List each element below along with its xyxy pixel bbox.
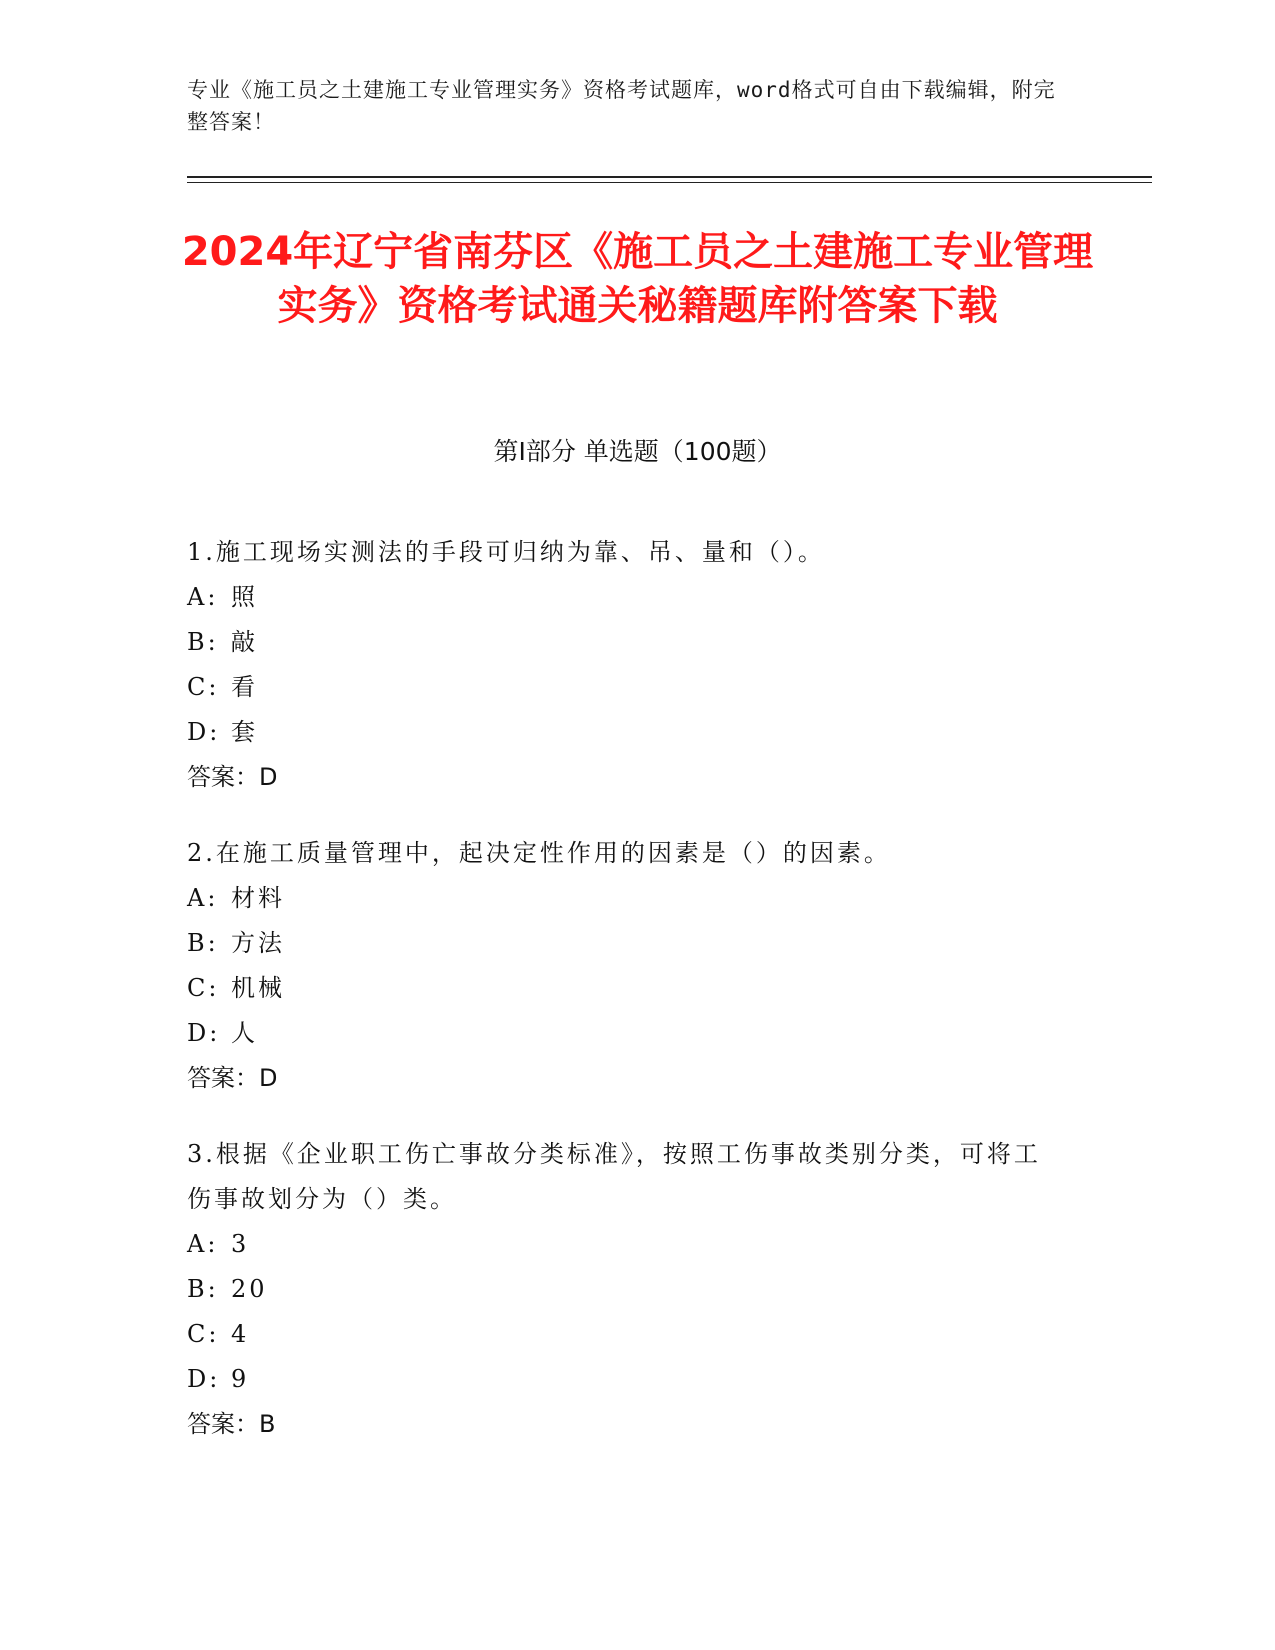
option-text: 材料 [231,884,285,912]
header-rule-thin [187,182,1152,183]
option-label: D: [187,1365,221,1393]
question-1 [187,530,1067,800]
option-text: 机械 [231,974,285,1002]
option-label: D: [187,1019,221,1047]
header-note: 专业《施工员之土建施工专业管理实务》资格考试题库，word格式可自由下载编辑，附完整答案！ [187,78,1056,134]
option-b [187,620,1067,665]
question-stem: 2.在施工质量管理中，起决定性作用的因素是（）的因素。 [187,839,891,867]
option-text: 敲 [231,628,258,656]
option-a [187,1222,1067,1267]
option-b [187,921,1067,966]
option-text: 套 [231,718,258,746]
option-b [187,1267,1067,1312]
option-text: 方法 [231,929,285,957]
option-label: A: [187,884,219,912]
option-label: B: [187,1275,219,1303]
option-c [187,966,1067,1011]
document-title: 2024年辽宁省南芬区《施工员之土建施工专业管理实务》资格考试通关秘籍题库附答案下载 [181,229,1094,329]
option-text: 照 [231,583,258,611]
answer: 答案：D [187,1064,278,1092]
option-text: 看 [231,673,258,701]
option-label: B: [187,628,219,656]
option-label: A: [187,583,219,611]
option-label: C: [187,1320,220,1348]
option-label: D: [187,718,221,746]
question-2 [187,831,1067,1101]
question-list [187,530,1067,1478]
section-title: 第Ⅰ部分 单选题（100题） [493,437,782,466]
option-text: 人 [231,1019,258,1047]
header-rule-thick [187,176,1152,178]
answer: 答案：B [187,1410,276,1438]
option-d [187,1357,1067,1402]
question-3 [187,1132,1067,1447]
answer: 答案：D [187,763,278,791]
option-c [187,665,1067,710]
option-d [187,1011,1067,1056]
option-label: C: [187,673,220,701]
option-label: C: [187,974,220,1002]
option-text: 20 [231,1275,268,1303]
option-text: 4 [231,1320,250,1348]
option-label: A: [187,1230,219,1258]
option-a [187,876,1067,921]
question-stem: 3.根据《企业职工伤亡事故分类标准》，按照工伤事故类别分类，可将工伤事故划分为（）类。 [187,1140,1041,1213]
option-a [187,575,1067,620]
question-stem: 1.施工现场实测法的手段可归纳为靠、吊、量和（）。 [187,538,825,566]
option-text: 9 [231,1365,250,1393]
option-text: 3 [231,1230,250,1258]
option-label: B: [187,929,219,957]
option-d [187,710,1067,755]
option-c [187,1312,1067,1357]
